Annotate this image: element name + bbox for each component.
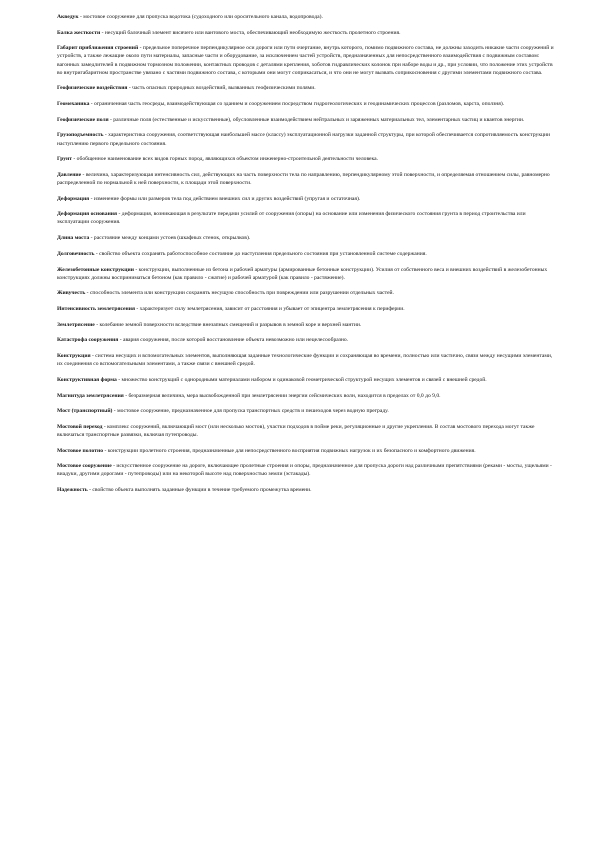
glossary-definition: - изменение формы или размеров тела под действием внешних сил и других воздействий (упругая и остаточная). bbox=[89, 195, 361, 202]
glossary-term: Геомеханика bbox=[57, 101, 90, 108]
glossary-term: Мост (транспортный) bbox=[57, 408, 113, 415]
glossary-entry bbox=[57, 131, 557, 147]
glossary-term: Землетрясение bbox=[57, 321, 95, 328]
glossary-definition: - часть опасных природных воздействий, вызванных геофизическими полями. bbox=[127, 85, 316, 92]
glossary-term: Геофизические поля bbox=[57, 116, 109, 123]
glossary-term: Мостовое сооружение bbox=[57, 463, 112, 470]
glossary-term: Конструктивная форма bbox=[57, 376, 117, 383]
glossary-entry bbox=[57, 13, 557, 21]
glossary-term: Катастрофа сооружения bbox=[57, 337, 119, 344]
glossary-definition: - колебание земной поверхности вследствие внезапных смещений и разрывов в земной коре и верхней мантии. bbox=[94, 321, 362, 328]
glossary-entry bbox=[57, 423, 557, 439]
glossary-entry bbox=[57, 486, 557, 494]
glossary-entry bbox=[57, 305, 557, 313]
glossary-term: Магнитуда землетрясения bbox=[57, 392, 124, 399]
glossary-entry bbox=[57, 336, 557, 344]
glossary-definition: - конструкции, выполненные из бетона и рабочей арматуры (армированные бетонные конструкции). Усилия от собственного веса и внешних воздействий в железобетонных конструкциях должны восприниматься бетоном (как правило - сжатие) и рабочей арматурой (как правило - растяжение). bbox=[57, 266, 548, 281]
glossary-entry bbox=[57, 447, 557, 455]
glossary-definition: - деформация, возникающая в результате передачи усилий от сооружения (опоры) на основание или изменения физического состояния грунта в период строительства или эксплуатации сооружения. bbox=[57, 211, 526, 226]
glossary-definition: - авария сооружения, после которой восстановление объекта невозможно или нецелесообразно. bbox=[118, 337, 349, 344]
glossary-definition: - предельное поперечное перпендикулярное оси дороги или пути очертание, внутрь которого, помимо подвижного состава, не должны заходить никакие части сооружений и устройств, а также лежащие около пути материалы, запасные части и оборудование, за исключением частей устройств, предназначенных для непосредственного взаимодействия с подвижным составом: вагонных замедлителей в подвижном тормозном положении, контактных проводов с деталями крепления, хоботов гидравлических колонок при наборе воды и др., при условии, что положение этих устройств во внутригабаритном пространстве увязано с частями подвижного состава, с которыми они могут соприкасаться, и что они не могут вызвать соприкосновения с другими элементами подвижного состава. bbox=[57, 45, 554, 76]
glossary-entry bbox=[57, 155, 557, 163]
glossary-definition: - свойство объекта сохранять работоспособное состояние до наступления предельного состояния при установленной системе содержания. bbox=[94, 250, 427, 257]
glossary-term: Мостовой переход bbox=[57, 423, 103, 430]
glossary-definition: - безразмерная величина, мера высвобожденной при землетрясении энергии сейсмических волн, находится в пределах от 0,0 до 9,0. bbox=[123, 392, 441, 399]
glossary-definition: - различные поля (естественные и искусственные), обусловленные взаимодействием нейтральных и заряженных материальных тел, элементарных частиц и квантов энергии. bbox=[108, 116, 525, 123]
glossary-entry bbox=[57, 407, 557, 415]
glossary-term: Акведук bbox=[57, 14, 79, 20]
glossary-term: Деформация основания bbox=[57, 211, 118, 218]
glossary-definition: - ограниченная часть геосреды, взаимодействующая со зданием и сооружением посредством гидрогеологических и геодинамических процессов (разломов, карста, оползня). bbox=[89, 101, 505, 108]
glossary-entry bbox=[57, 392, 557, 400]
glossary-term: Грузоподъемность bbox=[57, 132, 104, 139]
glossary-term: Живучесть bbox=[57, 290, 86, 297]
glossary-entry bbox=[57, 289, 557, 297]
glossary-term: Длина моста bbox=[57, 235, 90, 242]
glossary-entry bbox=[57, 116, 557, 124]
glossary-definition: - комплекс сооружений, включающий мост (или несколько мостов), участки подходов в пойме реки, регуляционные и другие укрепления. В состав мостового перехода могут также включаться транспортные развязки, включая путепроводы. bbox=[57, 423, 535, 438]
glossary-definition: - конструкции пролетного строения, предназначенные для непосредственного восприятия подвижных нагрузок и их безопасного и комфортного движения. bbox=[103, 447, 476, 454]
glossary-entry bbox=[57, 234, 557, 242]
glossary-entry bbox=[57, 100, 557, 108]
glossary-term: Мостовое полотно bbox=[57, 447, 104, 454]
glossary-entry bbox=[57, 171, 557, 187]
glossary-term: Давление bbox=[57, 171, 82, 178]
glossary-entry bbox=[57, 44, 557, 76]
glossary-definition: - величина, характеризующая интенсивность сил, действующих на часть поверхности тела по направлению, перпендикулярному этой поверхности, и определяемая отношением силы, равномерно распределенной по нормальной к ней поверхности, к площади этой поверхности. bbox=[57, 171, 550, 186]
glossary-term: Конструкция bbox=[57, 353, 91, 360]
glossary-term: Балка жесткости bbox=[57, 29, 101, 36]
glossary-definition: - расстояние между концами устоев (шкафных стенок, открылков). bbox=[89, 235, 251, 242]
glossary-entry bbox=[57, 376, 557, 384]
glossary-term: Геофизические воздействия bbox=[57, 85, 128, 92]
glossary-definition: - мостовое сооружение для пропуска водотока (судоходного или оросительного канала, водопровода). bbox=[78, 14, 323, 20]
glossary-term: Надежность bbox=[57, 487, 88, 494]
glossary-definition: - множество конструкций с однородными материалами набором и одинаковой геометрической структурой несущих элементов и связей с внешней средой. bbox=[116, 376, 487, 383]
glossary-definition: - способность элемента или конструкции сохранять несущую способность при повреждении или разрушении отдельных частей. bbox=[85, 290, 394, 297]
glossary-entry bbox=[57, 29, 557, 37]
glossary-entry bbox=[57, 84, 557, 92]
glossary-definition: - система несущих и вспомогательных элементов, выполняющая заданные технологические функции и сохраняющая во времени, полностью или частично, связи между несущими элементами, их соединения со вспомогательными элементами, а также связи с внешней средой. bbox=[57, 353, 553, 368]
glossary-list bbox=[57, 13, 557, 502]
glossary-entry bbox=[57, 195, 557, 203]
glossary-term: Долговечность bbox=[57, 250, 95, 257]
glossary-definition: - несущий балочный элемент висячего или вантового моста, обеспечивающий необходимую жесткость пролетного строения. bbox=[100, 29, 401, 36]
glossary-entry bbox=[57, 210, 557, 226]
glossary-entry bbox=[57, 321, 557, 329]
glossary-definition: - искусственное сооружение на дороге, включающее пролетные строения и опоры, предназначенное для пропуска дороги над различными препятствиями (реками - мосты, ущельями - виадуки, другими дорогами - путепроводы) или на некоторой высоте над поверхностью земли (эстакады). bbox=[57, 463, 552, 478]
glossary-entry bbox=[57, 352, 557, 368]
glossary-definition: - обобщенное наименование всех видов горных пород, являющихся объектом инженерно-строительной деятельности человека. bbox=[72, 156, 379, 163]
glossary-term: Железобетонные конструкции bbox=[57, 266, 134, 273]
glossary-definition: - характеристика сооружения, соответствующая наибольшей массе (классу) эксплуатационной нагрузки заданной структуры, при которой обеспечивается сопротивляемость конструкции наступлению первого предельного состояния. bbox=[57, 132, 551, 147]
glossary-term: Грунт bbox=[57, 156, 73, 163]
glossary-term: Габарит приближения строений bbox=[57, 45, 139, 52]
glossary-term: Интенсивность землетрясения bbox=[57, 305, 135, 312]
glossary-entry bbox=[57, 462, 557, 478]
glossary-definition: - мостовое сооружение, предназначенное для пропуска транспортных средств и пешеходов через водную преграду. bbox=[112, 408, 389, 415]
glossary-term: Деформация bbox=[57, 195, 90, 202]
glossary-entry bbox=[57, 250, 557, 258]
glossary-definition: - свойство объекта выполнять заданные функции в течение требуемого промежутка времени. bbox=[87, 487, 312, 494]
glossary-entry bbox=[57, 266, 557, 282]
glossary-definition: - характеризует силу землетрясения, зависит от расстояния и убывает от эпицентра землетрясения к периферии. bbox=[134, 305, 405, 312]
